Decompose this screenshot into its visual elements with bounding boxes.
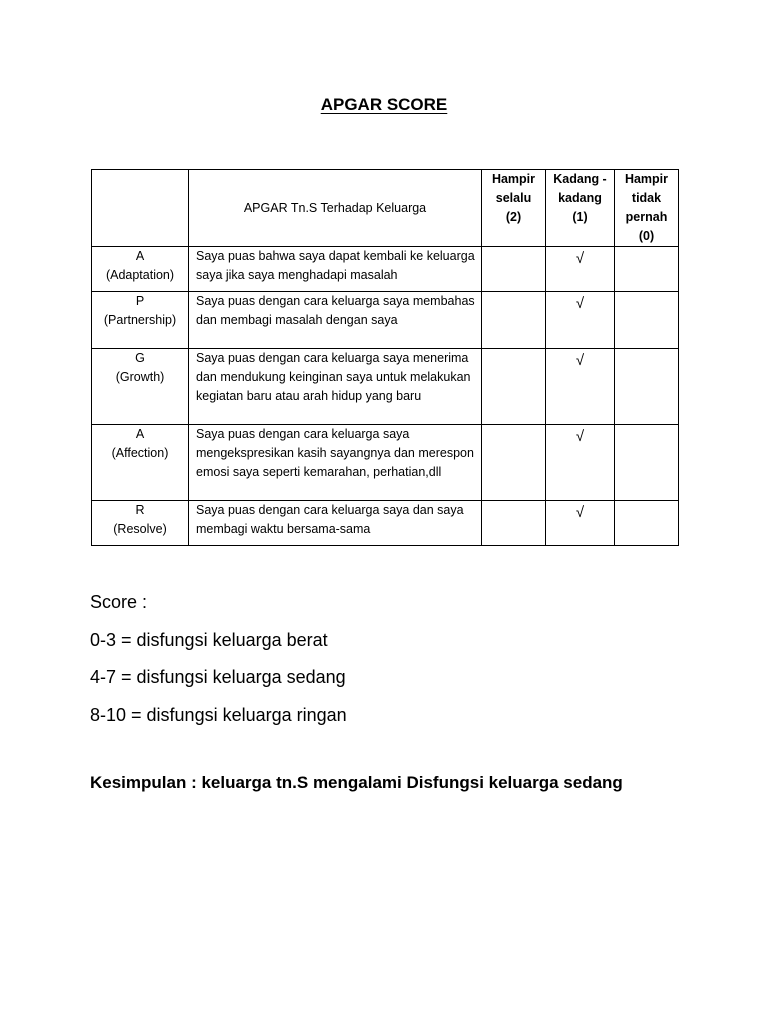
conclusion-text: Kesimpulan : keluarga tn.S mengalami Disfungsi keluarga sedang	[90, 773, 623, 792]
header-tidak-pernah-line: (0)	[638, 229, 655, 243]
header-tidak-pernah-line: Hampir	[624, 172, 669, 186]
category-name: (Resolve)	[113, 522, 167, 536]
category-letter: G	[135, 351, 145, 365]
statement-cell: Saya puas dengan cara keluarga saya menerima dan mendukung keinginan saya untuk melakukan kegiatan baru atau arah hidup yang baru	[189, 349, 482, 425]
category-cell	[92, 247, 189, 292]
score-legend	[90, 584, 347, 734]
kadang-check-mark: √	[546, 292, 615, 349]
header-empty-cell	[92, 170, 189, 247]
header-kadang-line: Kadang -	[553, 172, 607, 186]
header-hampir-selalu-line: Hampir	[491, 172, 536, 186]
table-header-row	[92, 170, 679, 247]
header-main-label: APGAR Tn.S Terhadap Keluarga	[243, 200, 427, 215]
statement-cell: Saya puas dengan cara keluarga saya membahas dan membagi masalah dengan saya	[189, 292, 482, 349]
category-name: (Growth)	[115, 370, 165, 384]
header-hampir-selalu-line: (2)	[505, 210, 522, 224]
header-tidak-pernah	[615, 170, 679, 247]
header-kadang-line: kadang	[558, 191, 602, 205]
statement-cell: Saya puas bahwa saya dapat kembali ke keluarga saya jika saya menghadapi masalah	[189, 247, 482, 292]
category-letter: R	[135, 503, 145, 517]
header-kadang	[546, 170, 615, 247]
category-name: (Adaptation)	[105, 268, 175, 282]
tidak-pernah-cell	[615, 292, 679, 349]
kadang-check-mark: √	[546, 247, 615, 292]
table-row	[92, 425, 679, 501]
table-row	[92, 349, 679, 425]
table-row	[92, 501, 679, 546]
category-cell	[92, 501, 189, 546]
hampir-selalu-cell	[482, 425, 546, 501]
tidak-pernah-cell	[615, 247, 679, 292]
header-kadang-line: (1)	[572, 210, 588, 224]
category-name: (Partnership)	[103, 313, 177, 327]
header-hampir-selalu-line: selalu	[495, 191, 532, 205]
statement-cell: Saya puas dengan cara keluarga saya mengekspresikan kasih sayangnya dan merespon emosi saya seperti kemarahan, perhatian,dll	[189, 425, 482, 501]
hampir-selalu-cell	[482, 292, 546, 349]
tidak-pernah-cell	[615, 501, 679, 546]
category-cell	[92, 349, 189, 425]
category-cell	[92, 425, 189, 501]
header-tidak-pernah-line: tidak	[631, 191, 662, 205]
hampir-selalu-cell	[482, 501, 546, 546]
table-row	[92, 292, 679, 349]
apgar-table	[91, 169, 679, 546]
kadang-check-mark: √	[546, 349, 615, 425]
category-letter: A	[135, 427, 145, 441]
statement-cell: Saya puas dengan cara keluarga saya dan saya membagi waktu bersama-sama	[189, 501, 482, 546]
category-letter: A	[135, 249, 145, 263]
table-row	[92, 247, 679, 292]
score-range: 0-3 = disfungsi keluarga berat	[90, 629, 328, 650]
tidak-pernah-cell	[615, 349, 679, 425]
kadang-check-mark: √	[546, 501, 615, 546]
header-tidak-pernah-line: pernah	[625, 210, 668, 224]
category-name: (Affection)	[111, 446, 169, 460]
tidak-pernah-cell	[615, 425, 679, 501]
page-title: APGAR SCORE	[320, 95, 448, 114]
category-letter: P	[135, 294, 145, 308]
hampir-selalu-cell	[482, 349, 546, 425]
header-hampir-selalu	[482, 170, 546, 247]
score-range: 4-7 = disfungsi keluarga sedang	[90, 667, 346, 687]
score-range: 8-10 = disfungsi keluarga ringan	[90, 704, 347, 725]
header-main-cell	[189, 170, 482, 247]
category-cell	[92, 292, 189, 349]
kadang-check-mark: √	[546, 425, 615, 501]
hampir-selalu-cell	[482, 247, 546, 292]
score-label: Score :	[90, 592, 148, 612]
